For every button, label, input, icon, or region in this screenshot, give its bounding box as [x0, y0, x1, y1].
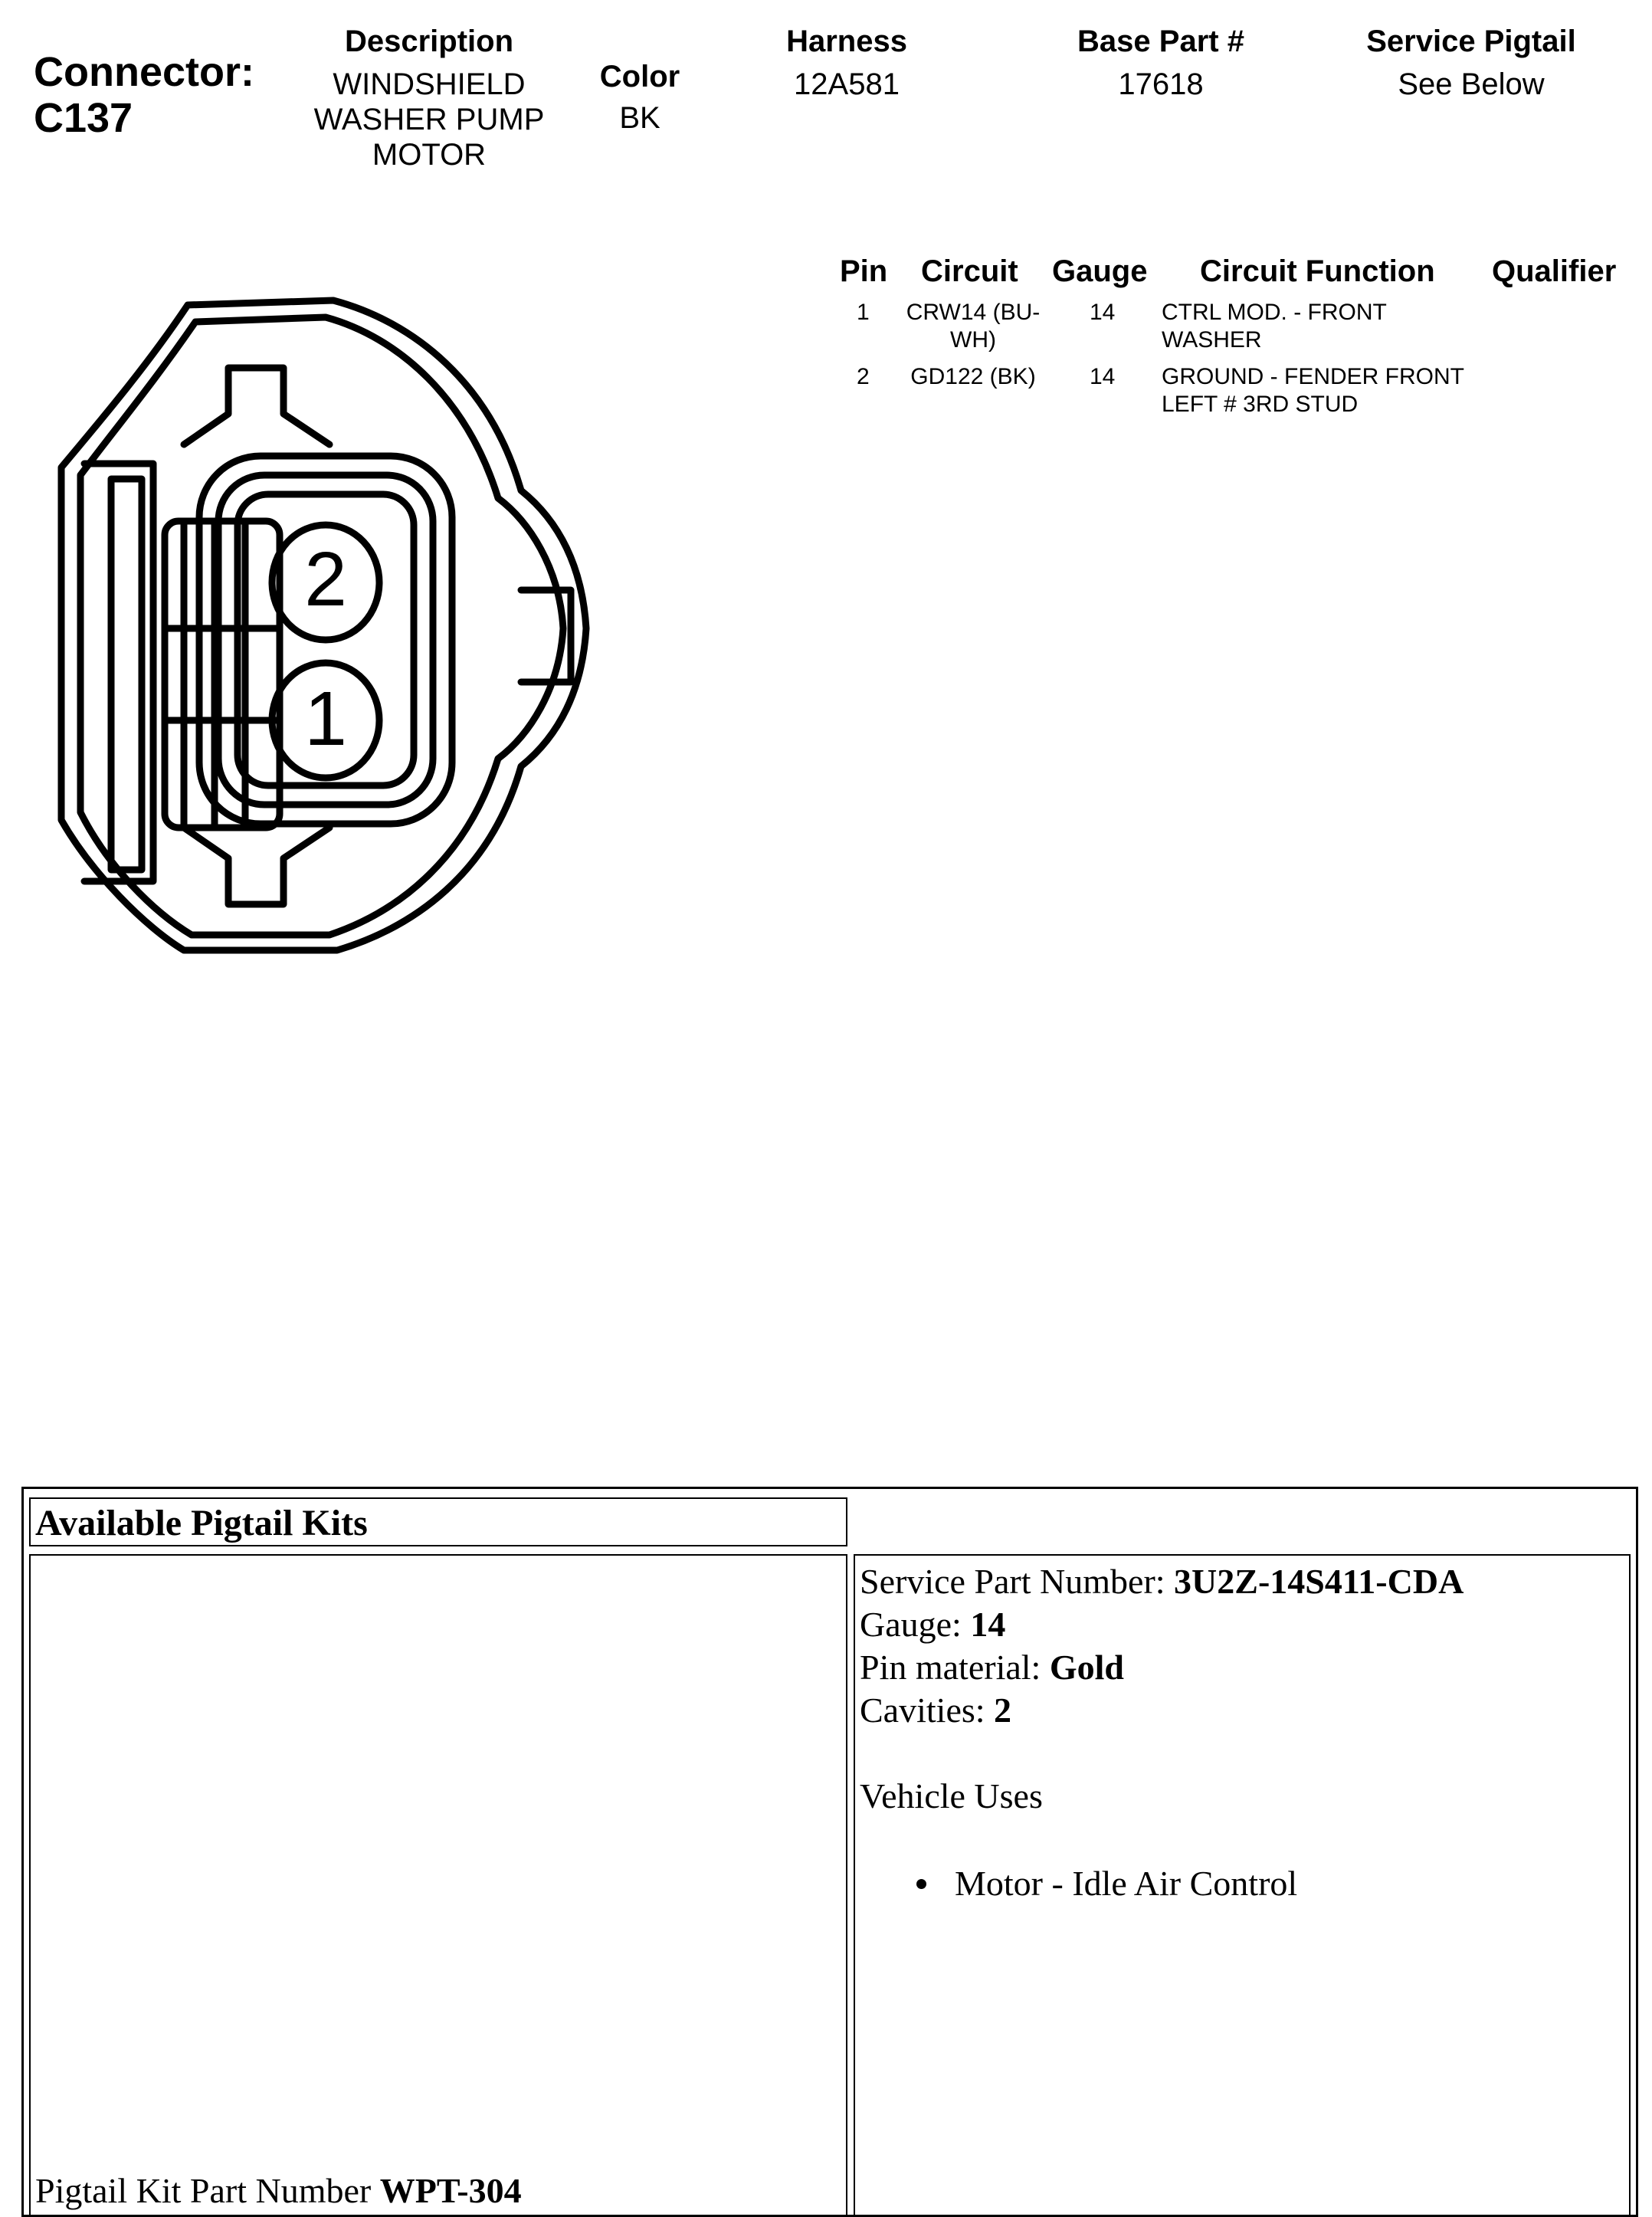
vehicle-use-item: [860, 1862, 1464, 1905]
base-part-value: 17618: [1118, 67, 1204, 101]
pin-circuit-line: CRW14 (BU-: [906, 300, 1041, 325]
pin-material-value: Gold: [1049, 1648, 1124, 1687]
bottom-key: [184, 828, 329, 904]
cavities-line: [860, 1689, 1464, 1732]
gauge-line: [860, 1603, 1464, 1646]
connector-diagram: [31, 291, 828, 1096]
pin-function: [1162, 299, 1387, 354]
bullet-icon: [916, 1879, 926, 1889]
qualifier-col-header: Qualifier: [1492, 254, 1617, 288]
pigtail-heading-cell: [29, 1497, 847, 1546]
pin-function-line: LEFT # 3RD STUD: [1162, 392, 1359, 417]
service-part-line: [860, 1560, 1464, 1603]
pin-material-line: [860, 1646, 1464, 1689]
color-label: Color: [599, 60, 680, 93]
pigtail-kit-label: Pigtail Kit Part Number: [35, 2171, 372, 2210]
circuit-col-header: Circuit: [921, 254, 1018, 288]
description-line: WASHER PUMP: [313, 103, 545, 136]
pin-1-label: 1: [304, 676, 347, 762]
pin-number: 2: [857, 364, 870, 389]
function-col-header: Circuit Function: [1200, 254, 1435, 288]
connector-label: Connector:: [34, 49, 254, 95]
service-part-label: Service Part Number:: [860, 1562, 1165, 1601]
pin-function: [1162, 363, 1464, 418]
connector-title: [34, 49, 254, 141]
service-pigtail-value: See Below: [1398, 67, 1545, 101]
pin-circuit: [889, 299, 1057, 354]
pin-col-header: Pin: [840, 254, 888, 288]
pin-circuit-line: WH): [950, 327, 996, 353]
header-harness: [751, 25, 942, 102]
vehicle-uses-label: Vehicle Uses: [860, 1776, 1043, 1815]
connector-id: C137: [34, 95, 133, 141]
description-line: MOTOR: [372, 138, 487, 172]
pigtail-right-cell: [854, 1554, 1631, 2217]
description-line: WINDSHIELD: [333, 67, 526, 101]
cavities-value: 2: [994, 1691, 1012, 1730]
cavities-label: Cavities:: [860, 1691, 985, 1730]
harness-value: 12A581: [794, 67, 900, 101]
header-service-pigtail: [1333, 25, 1609, 102]
color-value: BK: [619, 101, 660, 135]
gauge-col-header: Gauge: [1052, 254, 1148, 288]
latch-outer: [111, 479, 142, 870]
harness-label: Harness: [786, 25, 907, 58]
pin-circuit: [889, 363, 1057, 391]
pin-function-line: WASHER: [1162, 327, 1262, 353]
service-pigtail-label: Service Pigtail: [1366, 25, 1576, 58]
pin-function-line: CTRL MOD. - FRONT: [1162, 300, 1387, 325]
pigtail-details: [860, 1560, 1464, 1905]
pin-function-line: GROUND - FENDER FRONT: [1162, 364, 1464, 389]
pin-2-label: 2: [304, 536, 347, 622]
pin-number: 1: [857, 300, 870, 325]
vehicle-use-text: Motor - Idle Air Control: [955, 1864, 1298, 1903]
pin-gauge: 14: [1090, 364, 1116, 389]
header-base-part: [1050, 25, 1272, 102]
pigtail-left-cell: [29, 1554, 847, 2217]
header-color: [567, 60, 713, 136]
pigtail-heading: Available Pigtail Kits: [35, 1503, 368, 1543]
pin-gauge: 14: [1090, 300, 1116, 325]
pin-material-label: Pin material:: [860, 1648, 1041, 1687]
header-description: [291, 25, 567, 172]
description-label: Description: [344, 25, 514, 58]
service-part-value: 3U2Z-14S411-CDA: [1174, 1562, 1464, 1601]
pigtail-kit-value: WPT-304: [379, 2171, 522, 2210]
gauge-value: 14: [970, 1605, 1006, 1644]
top-key: [184, 368, 329, 444]
description-value: [291, 67, 567, 172]
pigtail-kit-part: [35, 2169, 522, 2212]
base-part-label: Base Part #: [1077, 25, 1244, 58]
pin-circuit-line: GD122 (BK): [910, 364, 1036, 389]
gauge-label: Gauge:: [860, 1605, 962, 1644]
